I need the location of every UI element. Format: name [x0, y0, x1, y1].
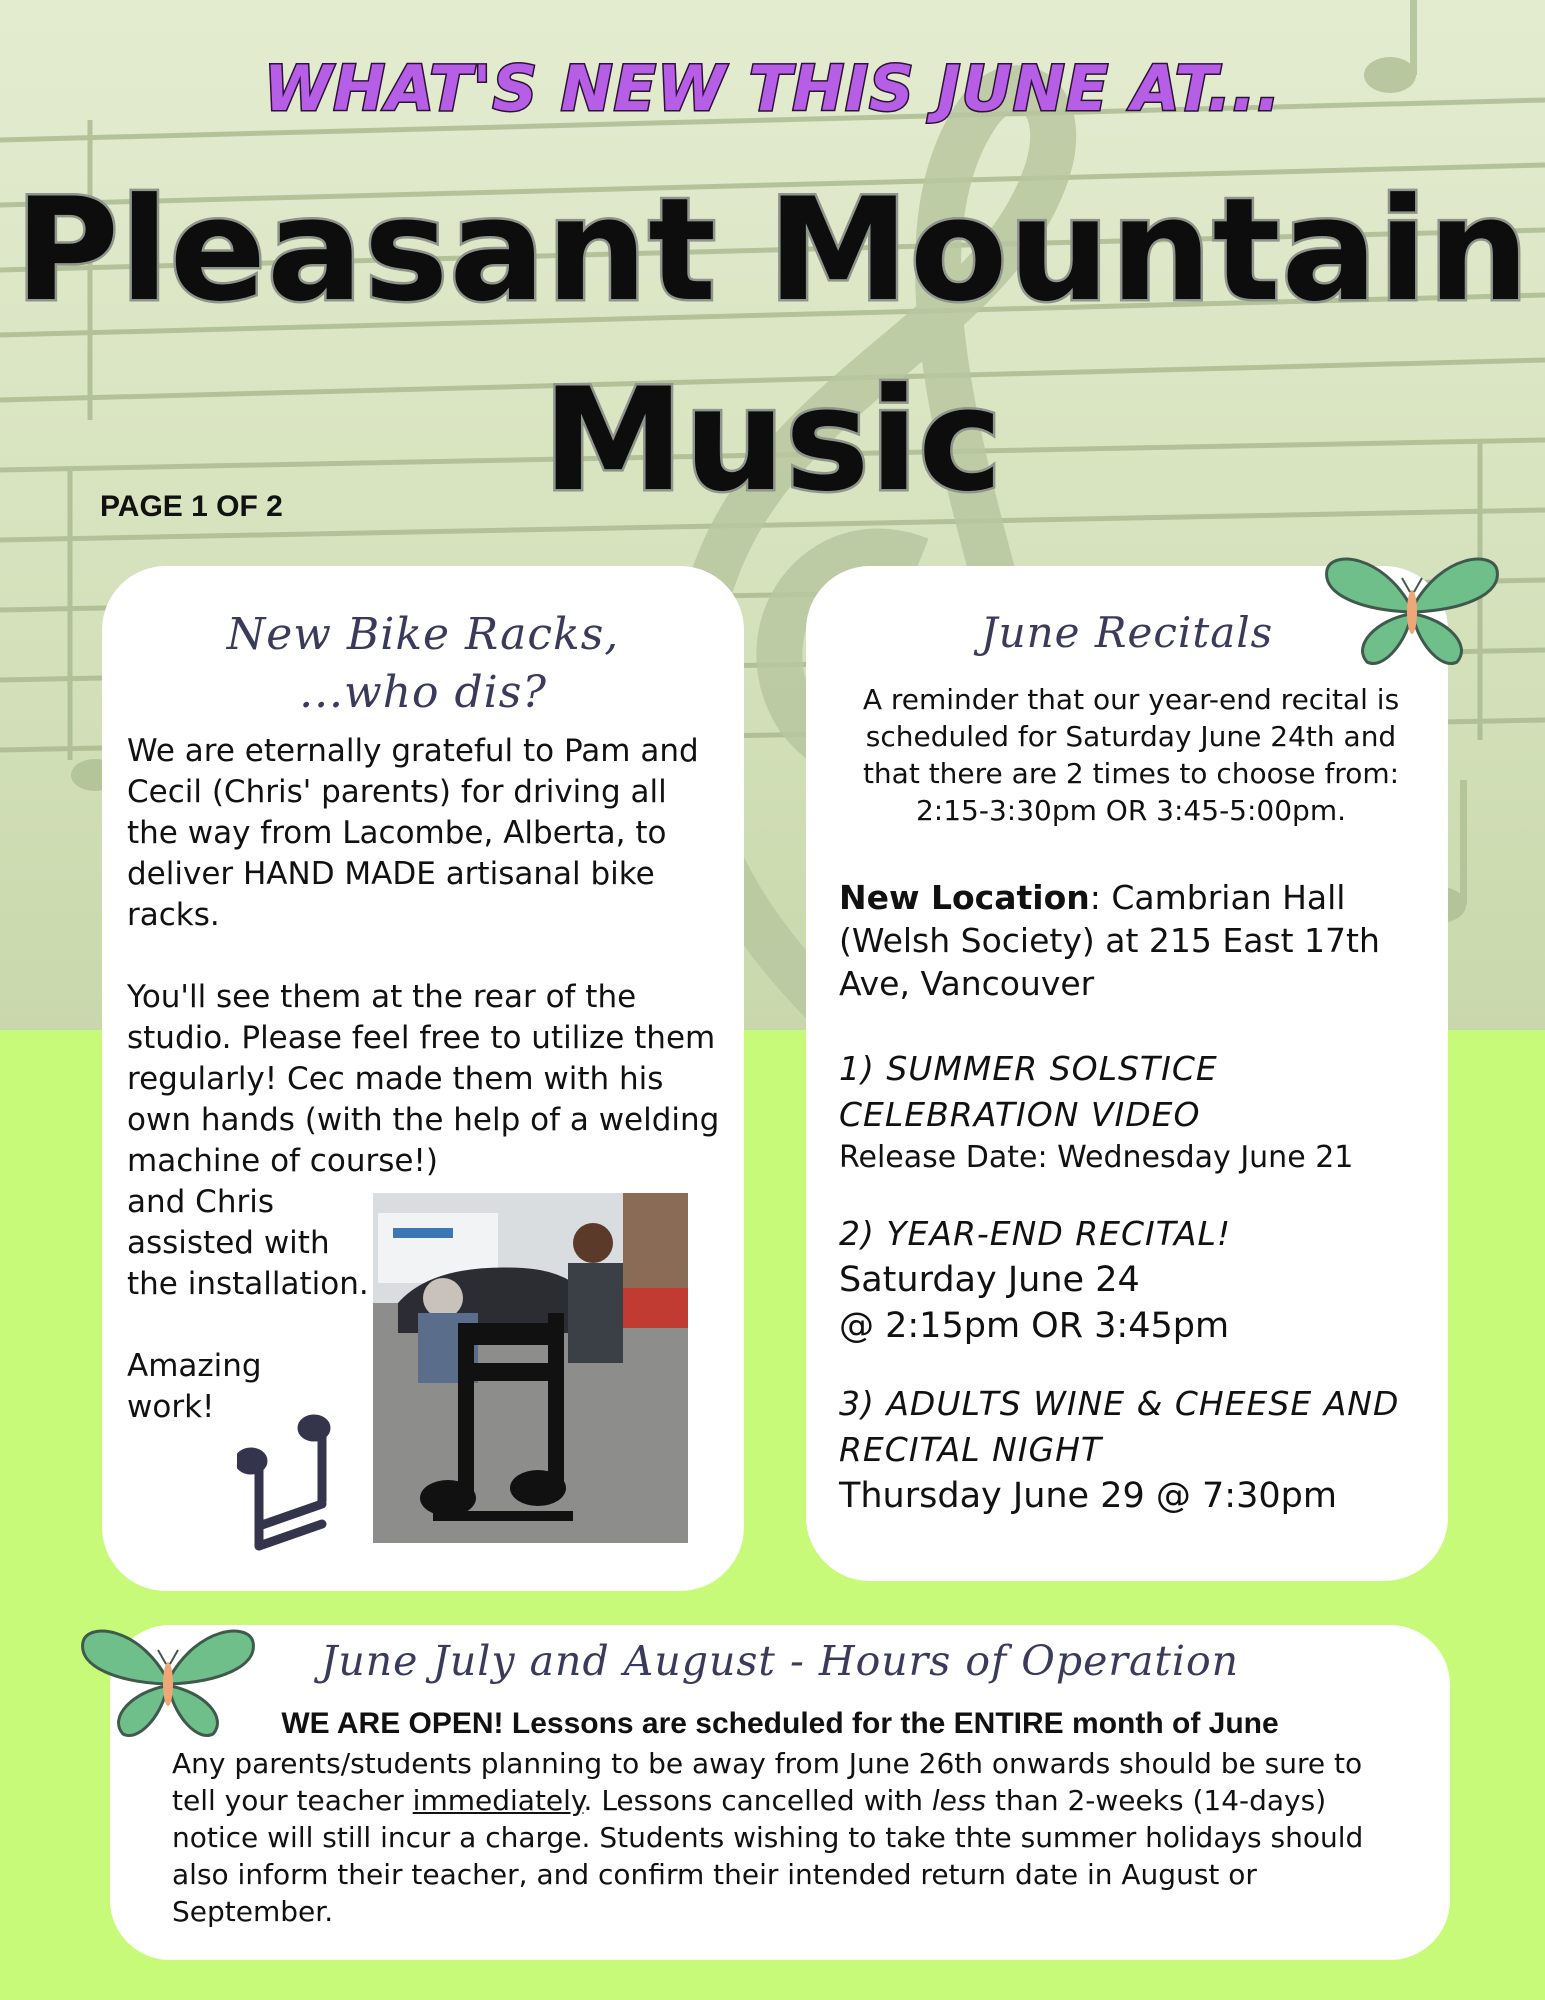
bike-racks-paragraph-1: We are eternally grateful to Pam and Cecil (Chris' parents) for driving all the way from Lacombe, Alberta, to deliver HAND MADE artisanal bike racks.: [127, 733, 699, 933]
page-title: Pleasant Mountain: [14, 168, 1531, 333]
bike-rack-photo: [373, 1193, 688, 1543]
event-detail: Saturday June 24: [839, 1260, 1140, 1300]
text-line: assisted with: [127, 1225, 330, 1261]
bike-racks-paragraph-2-end: [127, 1182, 387, 1305]
event-item: [839, 1046, 1439, 1178]
text-line: Amazing: [127, 1348, 262, 1384]
butterfly-icon: [78, 1622, 258, 1742]
text-span: Any parents/students planning to be away from June 26th onwards should be sure to tell your teacher: [172, 1747, 1363, 1817]
bike-racks-paragraph-2: You'll see them at the rear of the studio. Please feel free to utilize them regularly! Cec made them with his own hands (with the help of a welding machine of course!): [127, 979, 720, 1179]
text-line: and Chris: [127, 1184, 274, 1220]
event-detail: Release Date: Wednesday June 21: [839, 1140, 1354, 1175]
hours-of-operation-card: [110, 1625, 1450, 1960]
open-announcement: WE ARE OPEN! Lessons are scheduled for the ENTIRE month of June: [281, 1707, 1279, 1740]
hours-details: [172, 1745, 1402, 1930]
event-heading: 2) YEAR-END RECITAL!: [839, 1214, 1232, 1253]
bike-racks-heading-line2: ...who dis?: [299, 667, 547, 718]
recital-location: [839, 876, 1429, 1005]
hours-heading: June July and August - Hours of Operation: [320, 1637, 1240, 1685]
butterfly-icon: [1322, 550, 1502, 670]
bike-racks-heading-line1: New Bike Racks,: [226, 609, 620, 660]
event-detail-line2: @ 2:15pm OR 3:45pm: [839, 1306, 1230, 1346]
text-line: work!: [127, 1389, 215, 1425]
june-recitals-card: [806, 566, 1448, 1581]
bike-racks-text: [127, 731, 727, 1182]
bike-racks-heading: [102, 606, 744, 722]
page-title-line2: Music: [542, 358, 1003, 523]
location-value: : Cambrian Hall (Welsh Society) at 215 East 17th Ave, Vancouver: [839, 878, 1380, 1003]
recital-reminder-text: A reminder that our year-end recital is scheduled for Saturday June 24th and that there are 2 times to choose from: 2:15-3:30pm OR 3:45-5:00pm.: [862, 683, 1400, 827]
page-indicator: PAGE 1 OF 2: [100, 490, 283, 523]
location-label: New Location: [839, 878, 1090, 917]
june-recitals-heading: June Recitals: [980, 608, 1274, 657]
text-span: than 2-weeks (14-days) notice will still incur a charge. Students wishing to take thte summer holidays should also inform their teacher, and confirm their intended return date in August or September.: [172, 1784, 1364, 1928]
text-line: the installation.: [127, 1266, 369, 1302]
event-detail: Thursday June 29 @ 7:30pm: [839, 1476, 1337, 1516]
event-heading: 1) SUMMER SOLSTICE CELEBRATION VIDEO: [839, 1049, 1218, 1134]
event-item: [839, 1211, 1439, 1349]
emphasis-italic: less: [931, 1784, 987, 1817]
event-item: [839, 1381, 1439, 1519]
event-heading: 3) ADULTS WINE & CHEESE AND RECITAL NIGHT: [839, 1384, 1400, 1469]
music-note-icon: [237, 1406, 347, 1556]
text-span: . Lessons cancelled with: [583, 1784, 932, 1817]
bike-rack-photo-illustration: [373, 1193, 688, 1543]
emphasis-underline: immediately: [412, 1784, 584, 1817]
headline: WHAT'S NEW THIS JUNE AT...: [263, 52, 1282, 125]
